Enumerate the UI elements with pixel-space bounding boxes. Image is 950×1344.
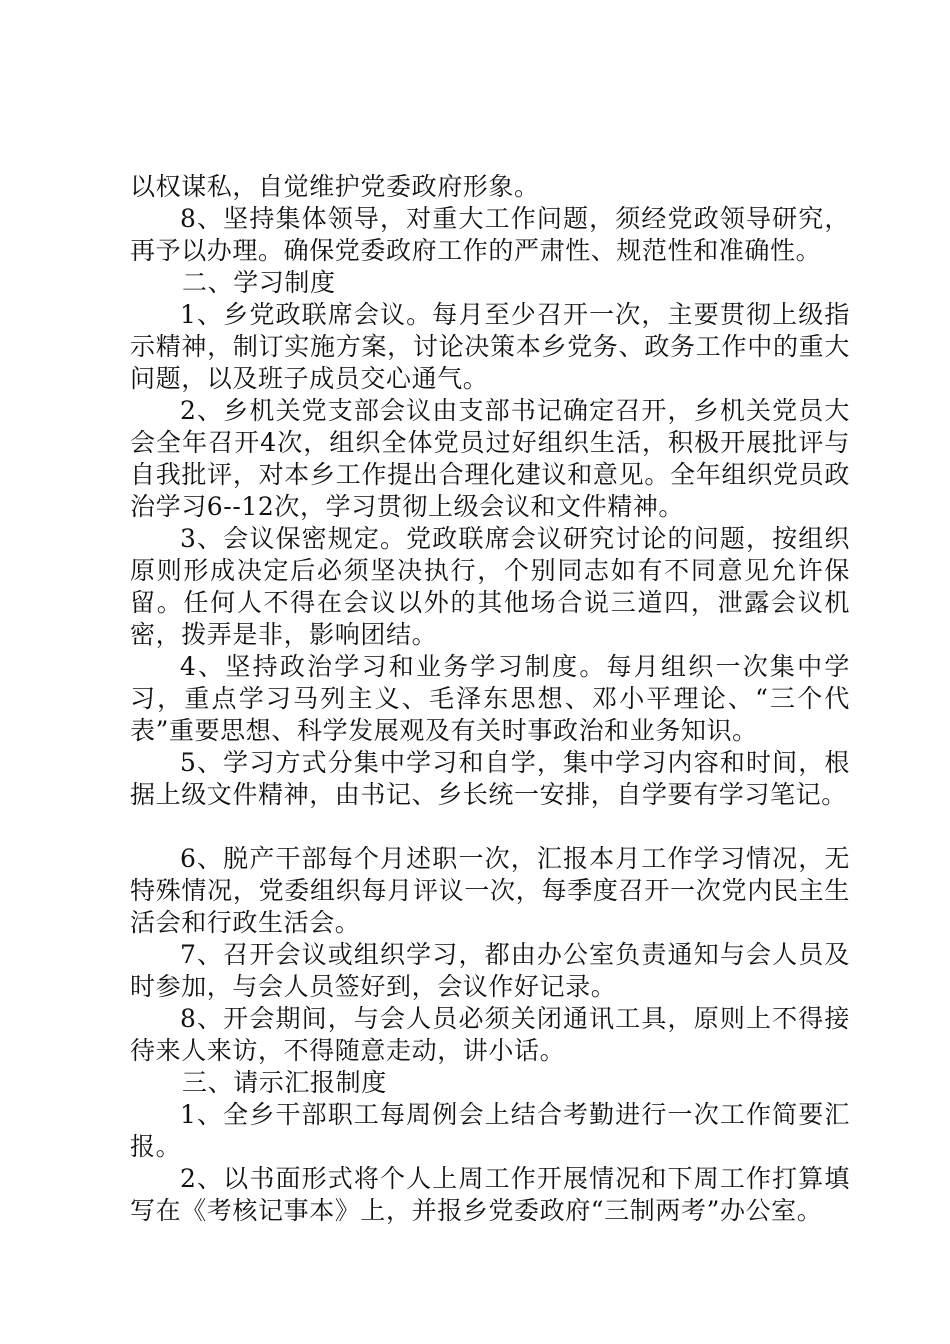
section-heading-report-system: 三、请示汇报制度 <box>182 1068 387 1097</box>
paragraph-item-2-written-report: 2、以书面形式将个人上周工作开展情况和下周工作打算填写在《考核记事本》上，并报乡党委政府“三制两考”办公室。 <box>130 1164 850 1225</box>
paragraph-item-5-study-method: 5、学习方式分集中学习和自学，集中学习内容和时间，根据上级文件精神，由书记、乡长统一安排，自学要有学习笔记。 <box>130 748 850 809</box>
paragraph-item-6-report-duty: 6、脱产干部每个月述职一次，汇报本月工作学习情况，无特殊情况，党委组织每月评议一次，每季度召开一次党内民主生活会和行政生活会。 <box>130 844 850 937</box>
paragraph-item-1-weekly-report: 1、全乡干部职工每周例会上结合考勤进行一次工作简要汇报。 <box>130 1100 850 1161</box>
paragraph-item-7-meeting-notice: 7、召开会议或组织学习，都由办公室负责通知与会人员及时参加，与会人员签好到，会议作好记录。 <box>130 940 850 1001</box>
paragraph-item-4-political-study: 4、坚持政治学习和业务学习制度。每月组织一次集中学习，重点学习马列主义、毛泽东思想、邓小平理论、“三个代表”重要思想、科学发展观及有关时事政治和业务知识。 <box>130 652 850 745</box>
section-heading-study-system: 二、学习制度 <box>182 268 336 297</box>
paragraph-item-1-joint-meeting: 1、乡党政联席会议。每月至少召开一次，主要贯彻上级指示精神，制订实施方案，讨论决策本乡党务、政务工作中的重大问题，以及班子成员交心通气。 <box>130 300 850 393</box>
document-body <box>130 171 850 1227</box>
paragraph-gap <box>130 811 850 843</box>
paragraph-item-3-confidentiality: 3、会议保密规定。党政联席会议研究讨论的问题，按组织原则形成决定后必须坚决执行，个别同志如有不同意见允许保留。任何人不得在会议以外的其他场合说三道四，泄露会议机密，拨弄是非，影响团结。 <box>130 524 850 649</box>
paragraph-item-8-leadership: 8、坚持集体领导，对重大工作问题，须经党政领导研究，再予以办理。确保党委政府工作的严肃性、规范性和准确性。 <box>130 204 850 265</box>
paragraph-continuation: 以权谋私，自觉维护党委政府形象。 <box>130 172 540 201</box>
paragraph-item-2-party-branch: 2、乡机关党支部会议由支部书记确定召开，乡机关党员大会全年召开4次，组织全体党员过好组织生活，积极开展批评与自我批评，对本乡工作提出合理化建议和意见。全年组织党员政治学习6--12次，学习贯彻上级会议和文件精神。 <box>130 396 850 521</box>
paragraph-item-8-meeting-discipline: 8、开会期间，与会人员必须关闭通讯工具，原则上不得接待来人来访，不得随意走动，讲小话。 <box>130 1004 850 1065</box>
